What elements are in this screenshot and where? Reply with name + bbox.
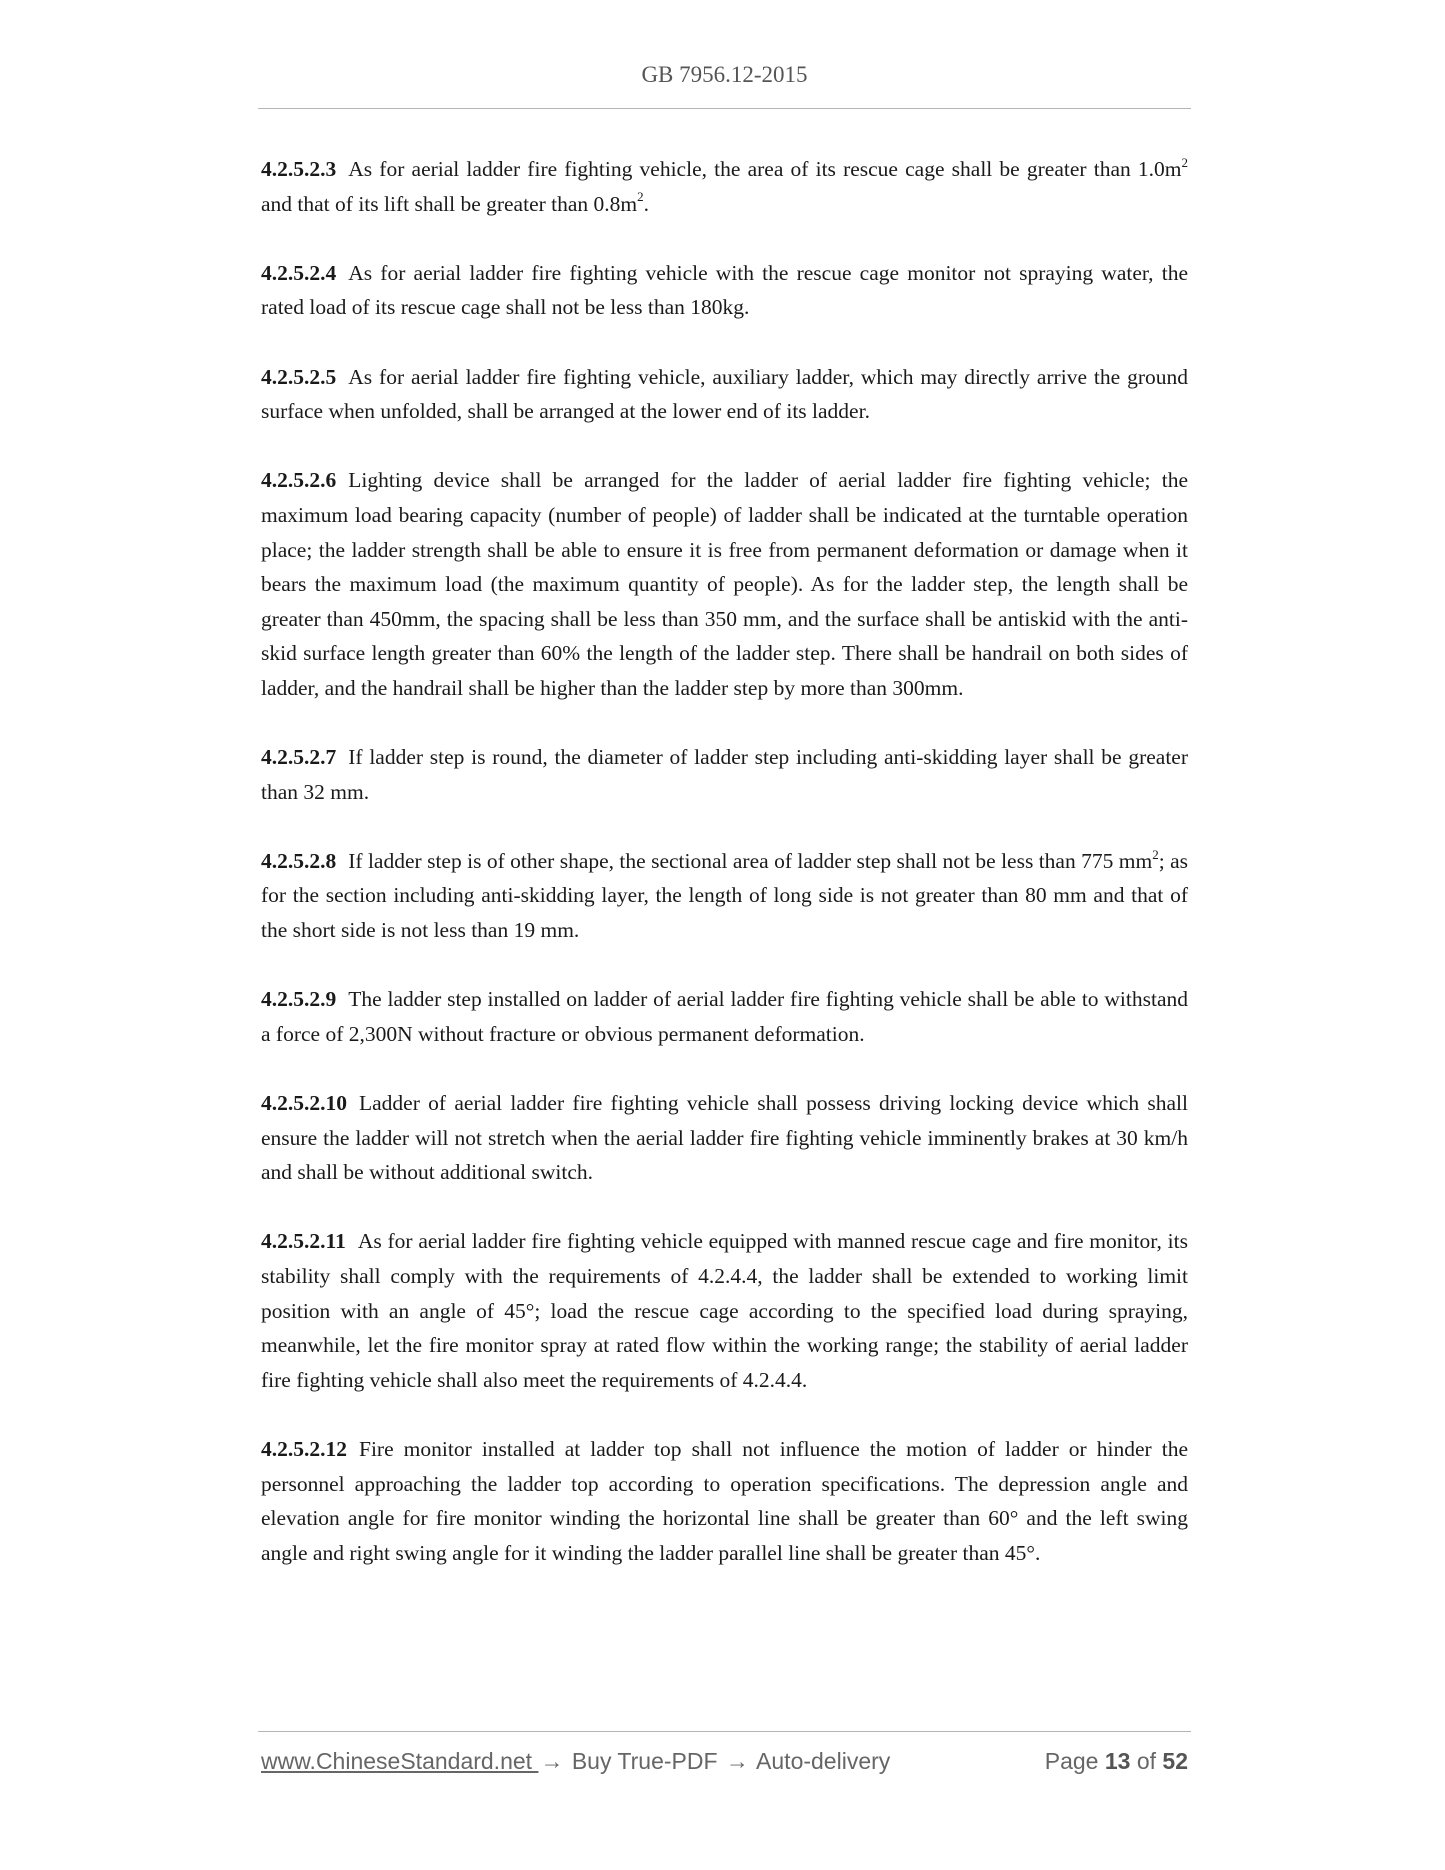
current-page-number: 13 (1104, 1748, 1131, 1774)
clause-text: and that of its lift shall be greater than 0.8m (261, 191, 638, 216)
clause-4-2-5-2-6 (261, 463, 1188, 705)
clause-4-2-5-2-5 (261, 360, 1188, 429)
clause-number: 4.2.5.2.7 (261, 745, 337, 770)
arrow-right-icon: → (725, 1748, 749, 1774)
clause-number: 4.2.5.2.6 (261, 468, 337, 493)
clause-4-2-5-2-11 (261, 1224, 1188, 1397)
page-footer (261, 1748, 1188, 1782)
clause-number: 4.2.5.2.4 (261, 260, 337, 285)
clause-text: Ladder of aerial ladder fire fighting vehicle shall possess driving locking device which shall ensure the ladder will not stretch when the aerial ladder fire fighting vehicle imminently brakes at 30 km/h and shall be without additional switch. (261, 1091, 1188, 1185)
document-header (258, 62, 1191, 88)
arrow-right-icon: → (540, 1748, 564, 1774)
clause-number: 4.2.5.2.8 (261, 848, 337, 873)
clause-text: If ladder step is round, the diameter of ladder step including anti-skidding layer shall be greater than 32 mm. (261, 745, 1188, 804)
clause-4-2-5-2-9 (261, 982, 1188, 1051)
clause-number: 4.2.5.2.10 (261, 1091, 347, 1116)
document-id: GB 7956.12-2015 (641, 62, 808, 87)
footer-divider (258, 1731, 1191, 1732)
superscript: 2 (1152, 846, 1159, 862)
auto-delivery-text: Auto-delivery (750, 1748, 891, 1774)
buy-true-pdf-text: Buy True-PDF (565, 1748, 724, 1774)
clause-text: As for aerial ladder fire fighting vehicle with the rescue cage monitor not spraying water, the rated load of its rescue cage shall not be less than 180kg. (261, 260, 1188, 320)
clause-number: 4.2.5.2.3 (261, 157, 337, 181)
clause-4-2-5-2-3 (261, 152, 1188, 221)
clause-4-2-5-2-10 (261, 1086, 1188, 1190)
clause-number: 4.2.5.2.9 (261, 987, 337, 1012)
clause-text: As for aerial ladder fire fighting vehicle, the area of its rescue cage shall be greater than 1.0m (348, 157, 1182, 181)
clause-4-2-5-2-7 (261, 740, 1188, 809)
clause-text: ; as for the section including anti-skidding layer, the length of long side is not greater than 80 mm and that of the short side is not less than 19 mm. (261, 848, 1188, 943)
website-link[interactable]: www.ChineseStandard.net (261, 1748, 539, 1774)
superscript: 2 (637, 189, 644, 205)
header-divider (258, 108, 1191, 109)
clause-text: As for aerial ladder fire fighting vehicle, auxiliary ladder, which may directly arrive the ground surface when unfolded, shall be arranged at the lower end of its ladder. (261, 364, 1188, 424)
page-of-label: of (1136, 1748, 1157, 1774)
clause-number: 4.2.5.2.11 (261, 1229, 346, 1254)
page-label: Page (1044, 1748, 1099, 1774)
clause-text: . (643, 191, 650, 216)
page-indicator (1045, 1748, 1188, 1775)
footer-promo (261, 1748, 890, 1775)
clause-text: Lighting device shall be arranged for the ladder of aerial ladder fire fighting vehicle; the maximum load bearing capacity (number of people) of ladder shall be indicated at the turntable operation place; the ladder strength shall be able to ensure it is free from permanent deformation or damage when it bears the maximum load (the maximum quantity of people). As for the ladder step, the length shall be greater than 450mm, the spacing shall be less than 350 mm, and the surface shall be antiskid with the anti-skid surface length greater than 60% the length of the ladder step. There shall be handrail on both sides of ladder, and the handrail shall be higher than the ladder step by more than 300mm. (261, 468, 1188, 700)
clause-text: As for aerial ladder fire fighting vehicle equipped with manned rescue cage and fire monitor, its stability shall comply with the requirements of 4.2.4.4, the ladder shall be extended to working limit position with an angle of 45°; load the rescue cage according to the specified load during spraying, meanwhile, let the fire monitor spray at rated flow within the working range; the stability of aerial ladder fire fighting vehicle shall also meet the requirements of 4.2.4.4. (261, 1229, 1188, 1392)
document-body (261, 152, 1188, 1605)
superscript: 2 (1181, 154, 1188, 170)
clause-number: 4.2.5.2.5 (261, 364, 337, 389)
clause-text: The ladder step installed on ladder of aerial ladder fire fighting vehicle shall be able to withstand a force of 2,300N without fracture or obvious permanent deformation. (261, 987, 1188, 1046)
clause-text: Fire monitor installed at ladder top shall not influence the motion of ladder or hinder the personnel approaching the ladder top according to operation specifications. The depression angle and elevation angle for fire monitor winding the horizontal line shall be greater than 60° and the left swing angle and right swing angle for it winding the ladder parallel line shall be greater than 45°. (261, 1436, 1188, 1565)
clause-4-2-5-2-4 (261, 256, 1188, 325)
clause-4-2-5-2-12 (261, 1432, 1188, 1570)
clause-number: 4.2.5.2.12 (261, 1436, 347, 1461)
total-page-count: 52 (1162, 1748, 1188, 1774)
clause-text: If ladder step is of other shape, the sectional area of ladder step shall not be less than 775 mm (348, 848, 1153, 873)
clause-4-2-5-2-8 (261, 844, 1188, 948)
